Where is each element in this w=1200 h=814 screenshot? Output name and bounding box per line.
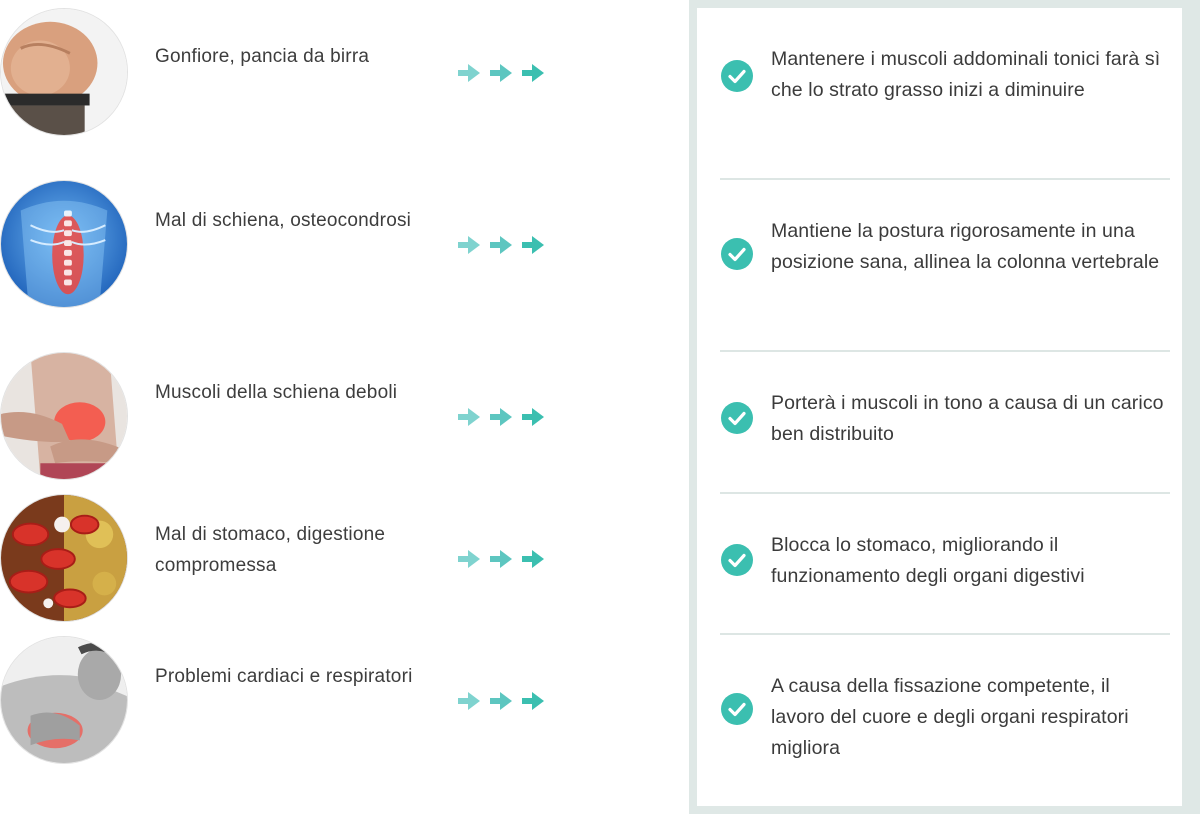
arrow-right-icon (490, 63, 512, 83)
check-circle-icon (721, 238, 753, 270)
spine-image (0, 180, 128, 308)
benefit-text: A causa della fissazione competente, il lavoro del cuore e degli organi respiratori migliora (771, 675, 1129, 759)
divider (720, 178, 1170, 180)
benefit-text: Mantiene la postura rigorosamente in una posizione sana, allinea la colonna vertebrale (771, 220, 1160, 273)
arrow-right-icon (522, 549, 544, 569)
arrow-right-icon (458, 407, 480, 427)
problem-row (0, 8, 690, 138)
benefits-panel (689, 0, 1200, 814)
arrow-right-icon (522, 407, 544, 427)
arrow-right-icon (458, 63, 480, 83)
arrow-right-icon (522, 235, 544, 255)
divider (720, 633, 1170, 635)
benefits-card (697, 8, 1182, 806)
check-circle-icon (721, 544, 753, 576)
problem-row (0, 180, 690, 310)
benefit-text: Mantenere i muscoli addominali tonici farà sì che lo strato grasso inizi a diminuire (771, 48, 1161, 101)
problem-row (0, 494, 690, 624)
problem-label: Mal di schiena, osteocondrosi (155, 210, 412, 231)
divider (720, 492, 1170, 494)
arrows (458, 691, 544, 711)
check-circle-icon (721, 402, 753, 434)
arrows (458, 549, 544, 569)
problem-label: Mal di stomaco, digestione compromessa (155, 524, 386, 576)
arrows (458, 63, 544, 83)
belly-image (0, 8, 128, 136)
arrow-right-icon (490, 549, 512, 569)
arrow-right-icon (490, 235, 512, 255)
divider (720, 350, 1170, 352)
arrow-right-icon (522, 63, 544, 83)
problem-label: Problemi cardiaci e respiratori (155, 666, 413, 687)
arrows (458, 235, 544, 255)
problem-row (0, 352, 690, 482)
problem-row (0, 636, 690, 766)
arrow-right-icon (458, 549, 480, 569)
check-circle-icon (721, 693, 753, 725)
arrow-right-icon (458, 235, 480, 255)
arrow-right-icon (522, 691, 544, 711)
benefit-text: Porterà i muscoli in tono a causa di un carico ben distribuito (771, 392, 1164, 445)
arrow-right-icon (490, 691, 512, 711)
arrow-right-icon (458, 691, 480, 711)
blood-cells-image (0, 494, 128, 622)
check-circle-icon (721, 60, 753, 92)
back-pain-image (0, 352, 128, 480)
arrows (458, 407, 544, 427)
arrow-right-icon (490, 407, 512, 427)
benefit-text: Blocca lo stomaco, migliorando il funzionamento degli organi digestivi (771, 534, 1085, 587)
problem-label: Muscoli della schiena deboli (155, 382, 398, 403)
chest-pain-image (0, 636, 128, 764)
problem-label: Gonfiore, pancia da birra (155, 46, 370, 67)
